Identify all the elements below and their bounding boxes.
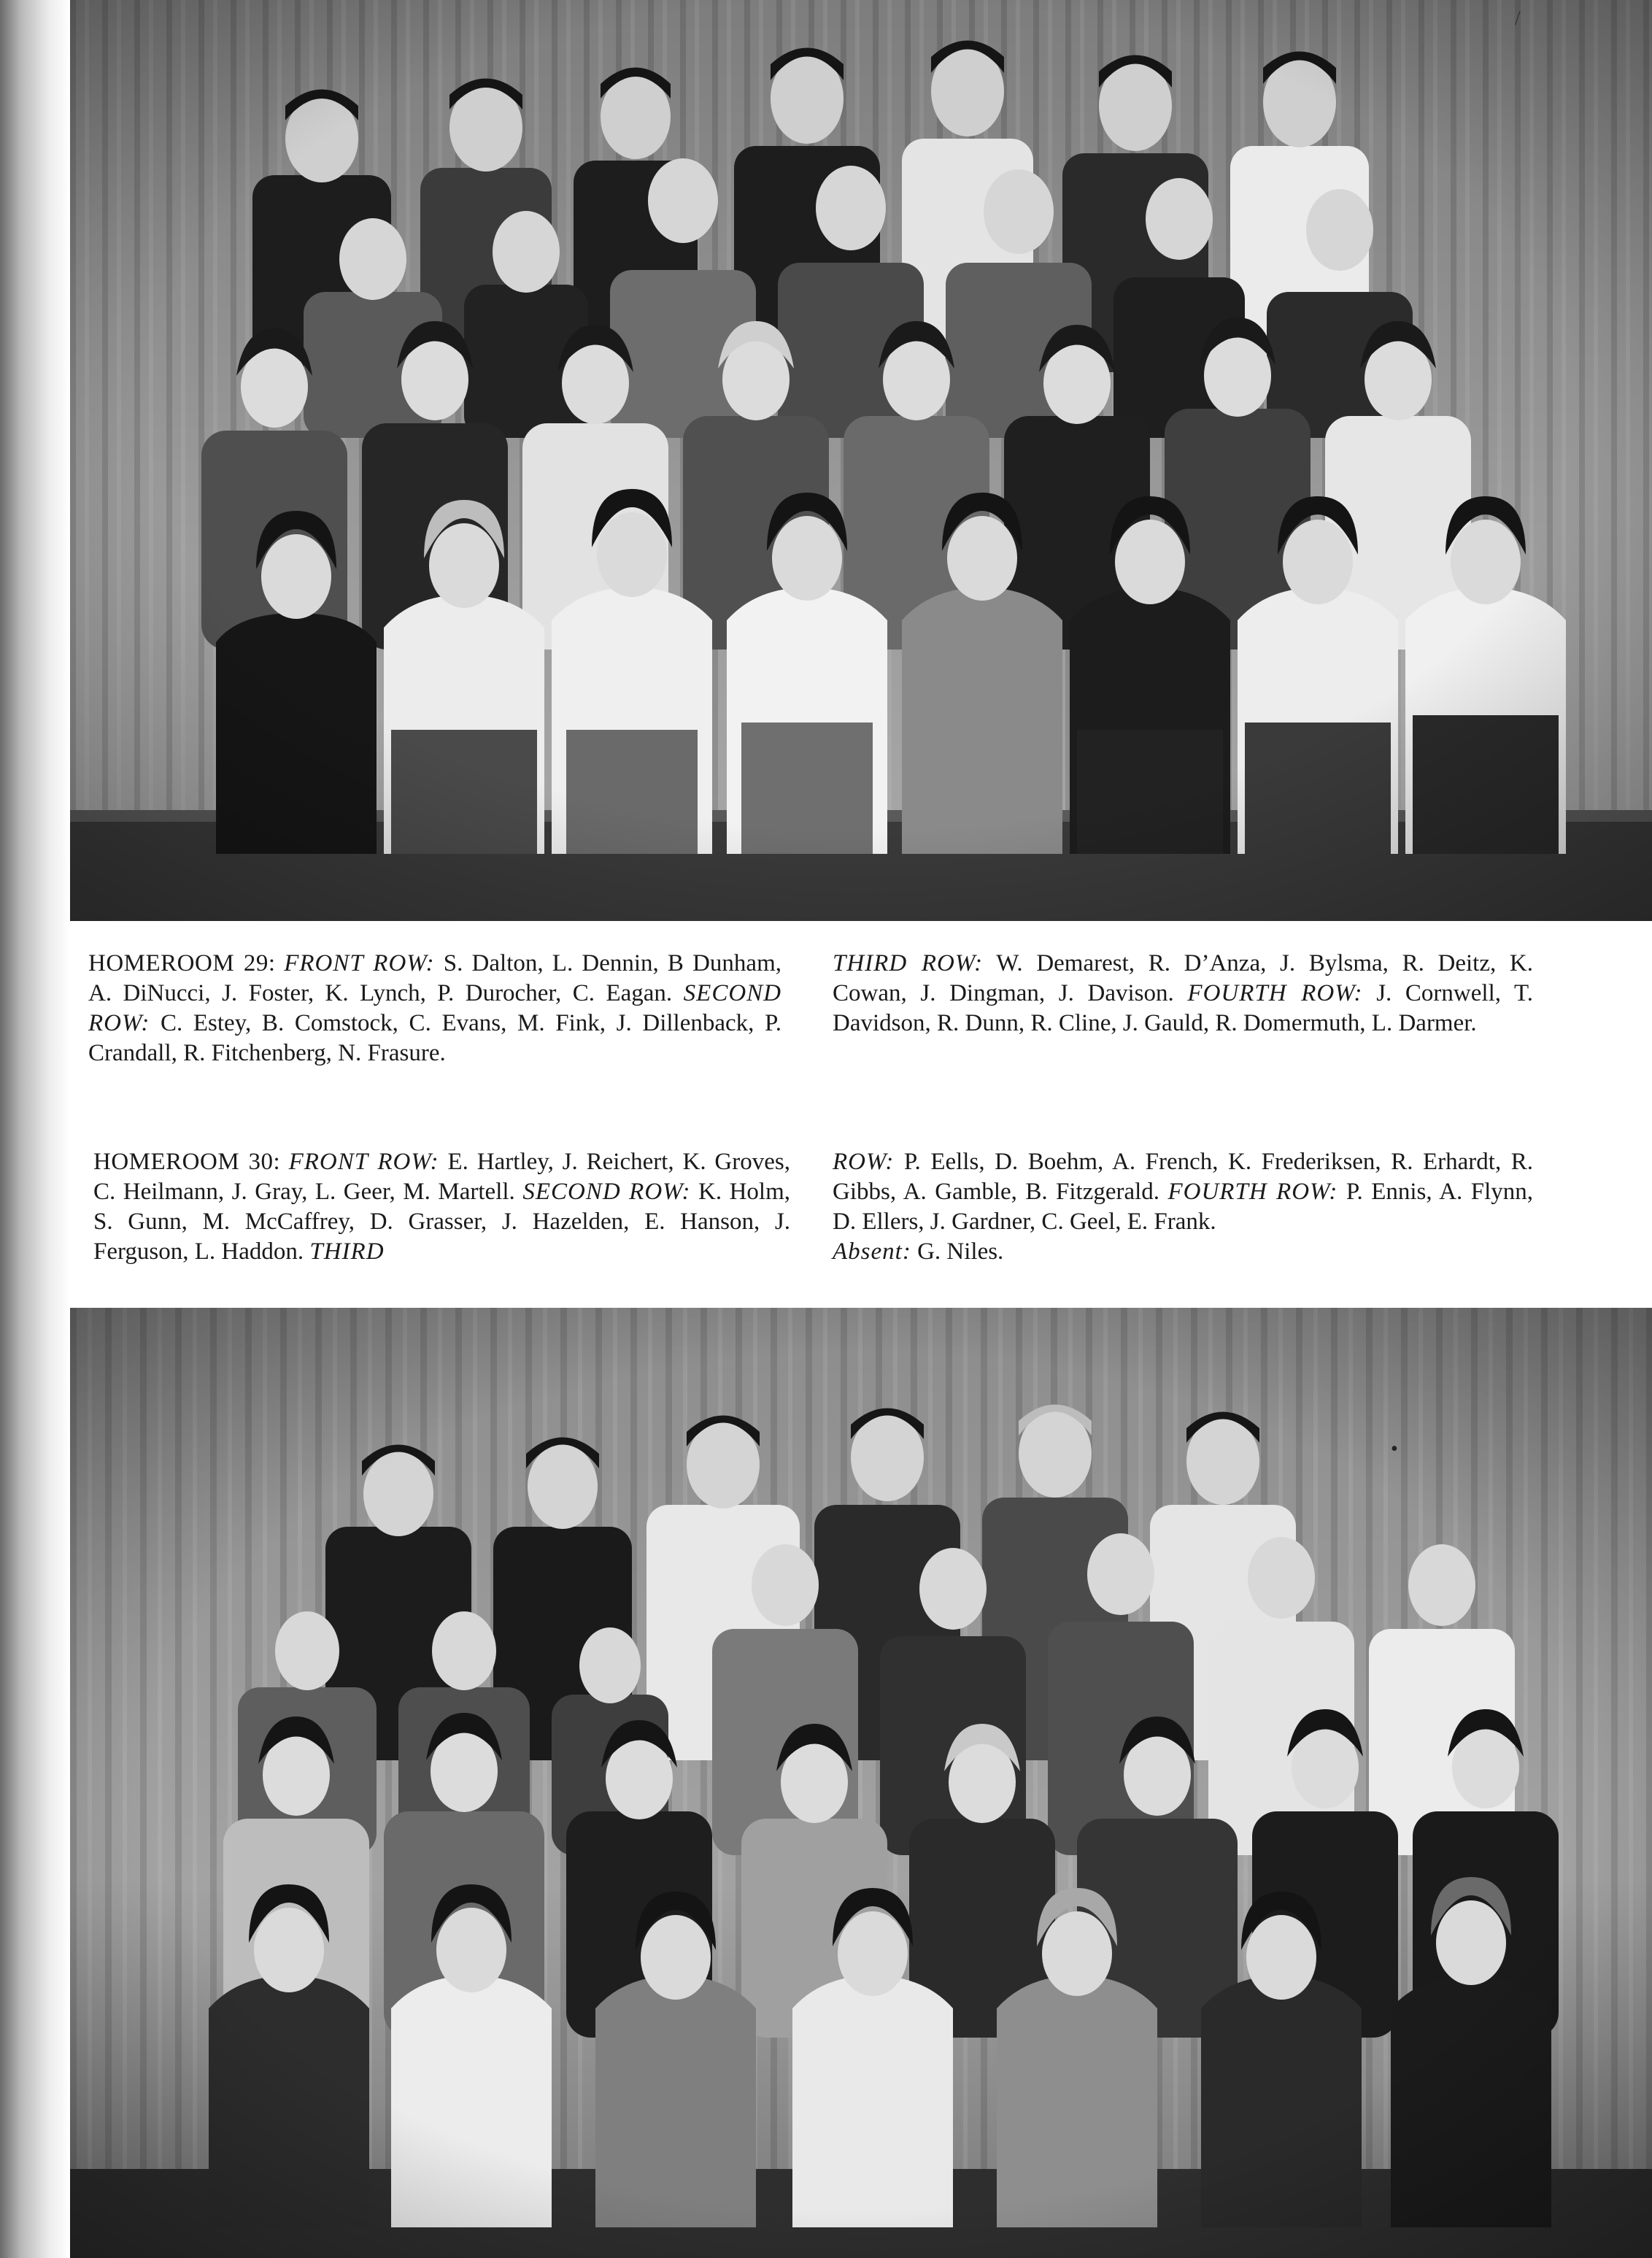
second-row-names: K. Holm, S. Gunn, M. McCaffrey, D. Grasser, J. Hazelden, E. Hanson, J. Ferguson, L. Haddon. [93,1179,791,1265]
second-row-names: C. Estey, B. Comstock, C. Evans, M. Fink, J. Dillenback, P. Crandall, R. Fitchenberg, N. Frasure. [88,1010,781,1066]
homeroom-29-group-photo [70,0,1652,921]
homeroom-30-group-photo [70,1308,1652,2258]
homeroom-30-caption-right [833,1147,1533,1267]
fourth-row-label: FOURTH ROW: [1187,980,1363,1006]
front-row-names: E. Hartley, J. Reichert, K. Groves, C. Heilmann, J. Gray, L. Geer, M. Martell. [93,1149,790,1205]
homeroom-29-caption-right [833,949,1533,1039]
page-binding-shadow [0,0,70,2258]
front-row-names: S. Dalton, L. Dennin, B Dunham, A. DiNucci, J. Foster, K. Lynch, P. Durocher, C. Eagan. [88,950,781,1006]
fourth-row-names: J. Cornwell, T. Davidson, R. Dunn, R. Cline, J. Gauld, R. Domermuth, L. Darmer. [833,980,1533,1036]
third-row-label: THIRD ROW: [833,950,984,976]
third-row-label-start: THIRD [309,1238,385,1265]
front-row-label: FRONT ROW: [288,1149,439,1175]
homeroom-29-photo-art [70,0,1652,921]
third-row-names: P. Eells, D. Boehm, A. French, K. Frederiksen, R. Erhardt, R. Gibbs, A. Gamble, B. Fitzgerald. [833,1149,1533,1205]
fourth-row-label: FOURTH ROW: [1167,1179,1338,1205]
heading-colon: : [268,950,276,976]
print-mark: / [1515,7,1521,30]
homeroom-29-caption-left [88,949,781,1068]
fourth-row-names: P. Ennis, A. Flynn, D. Ellers, J. Gardner, C. Geel, E. Frank. [833,1179,1533,1235]
front-row-label: FRONT ROW: [284,950,435,976]
homeroom-30-caption-left [93,1147,790,1267]
homeroom-30-heading: HOMEROOM 30 [93,1149,274,1175]
homeroom-29-heading: HOMEROOM 29 [88,950,269,976]
homeroom-30-photo-art [70,1308,1652,2258]
third-row-names: W. Demarest, R. D’Anza, J. Bylsma, R. Deitz, K. Cowan, J. Dingman, J. Davison. [833,950,1534,1006]
absent-names: G. Niles. [917,1238,1004,1265]
print-mark: • [1391,1438,1398,1460]
second-row-label: SECOND ROW: [522,1179,691,1205]
second-row-label: SECOND ROW: [88,980,782,1036]
third-row-label-end: ROW: [833,1149,895,1175]
absent-label: Absent: [833,1238,911,1265]
heading-colon: : [273,1149,280,1175]
